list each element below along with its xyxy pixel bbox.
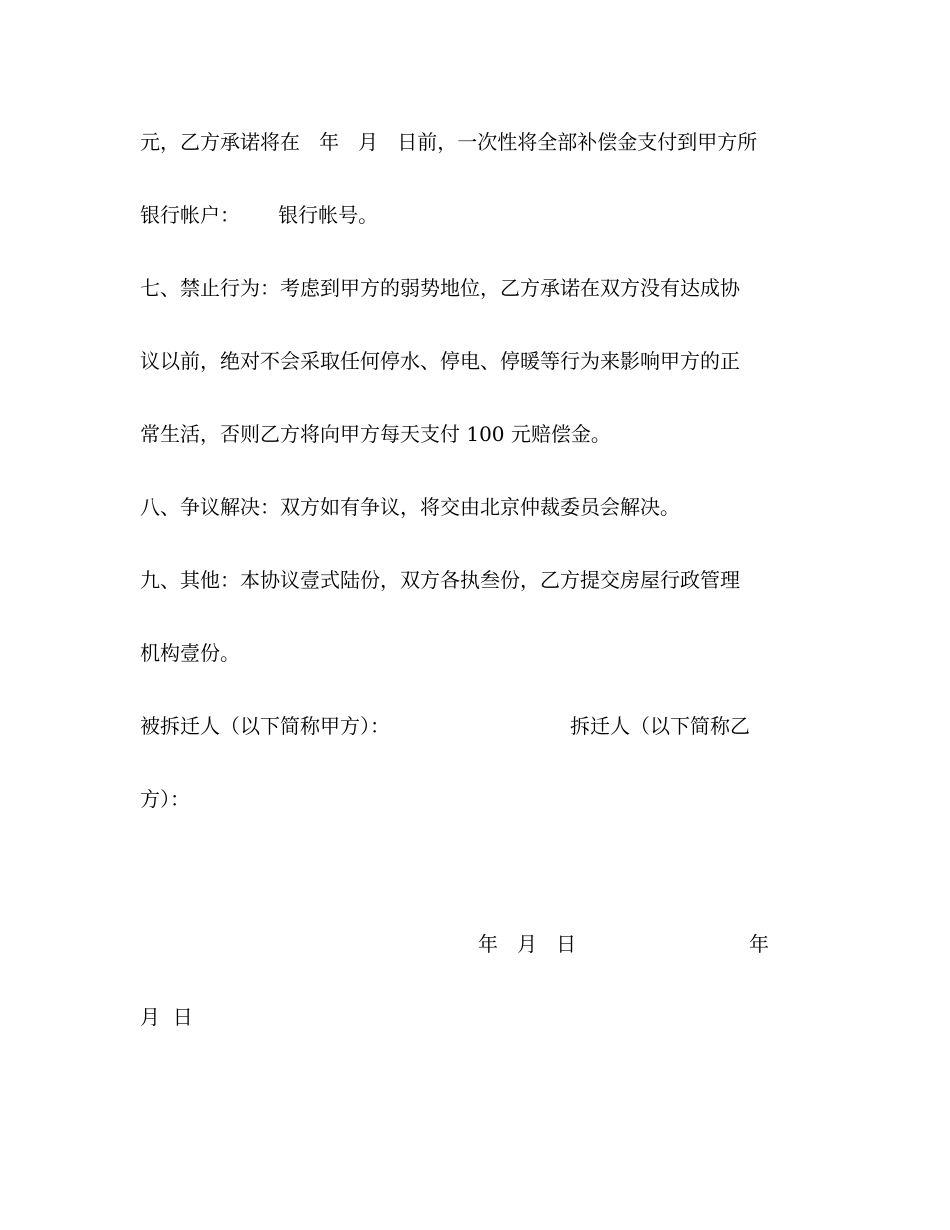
paragraph-line: 常生活，否则乙方将向甲方每天支付 100 元赔偿金。 <box>140 422 611 446</box>
paragraph-line: 八、争议解决：双方如有争议，将交由北京仲裁委员会解决。 <box>140 495 680 519</box>
paragraph-line: 银行帐户： 银行帐号。 <box>140 203 379 227</box>
paragraph-line: 议以前，绝对不会采取任何停水、停电、停暖等行为来影响甲方的正 <box>140 349 740 373</box>
party-a-signature-label: 被拆迁人（以下简称甲方）： <box>140 714 390 738</box>
paragraph-line: 七、禁止行为：考虑到甲方的弱势地位，乙方承诺在双方没有达成协 <box>140 276 740 300</box>
party-b-date: 年 <box>749 932 769 956</box>
paragraph-line: 机构壹份。 <box>140 641 240 665</box>
party-b-signature-label: 拆迁人（以下简称乙 <box>570 714 750 738</box>
party-b-date-continued: 月 日 <box>140 1005 193 1029</box>
party-a-date: 年 月 日 <box>478 932 577 956</box>
paragraph-line: 元，乙方承诺将在 年 月 日前，一次性将全部补偿金支付到甲方所 <box>140 130 758 154</box>
paragraph-line: 九、其他：本协议壹式陆份，双方各执叁份，乙方提交房屋行政管理 <box>140 568 740 592</box>
party-b-signature-label-continued: 方）： <box>140 787 190 811</box>
